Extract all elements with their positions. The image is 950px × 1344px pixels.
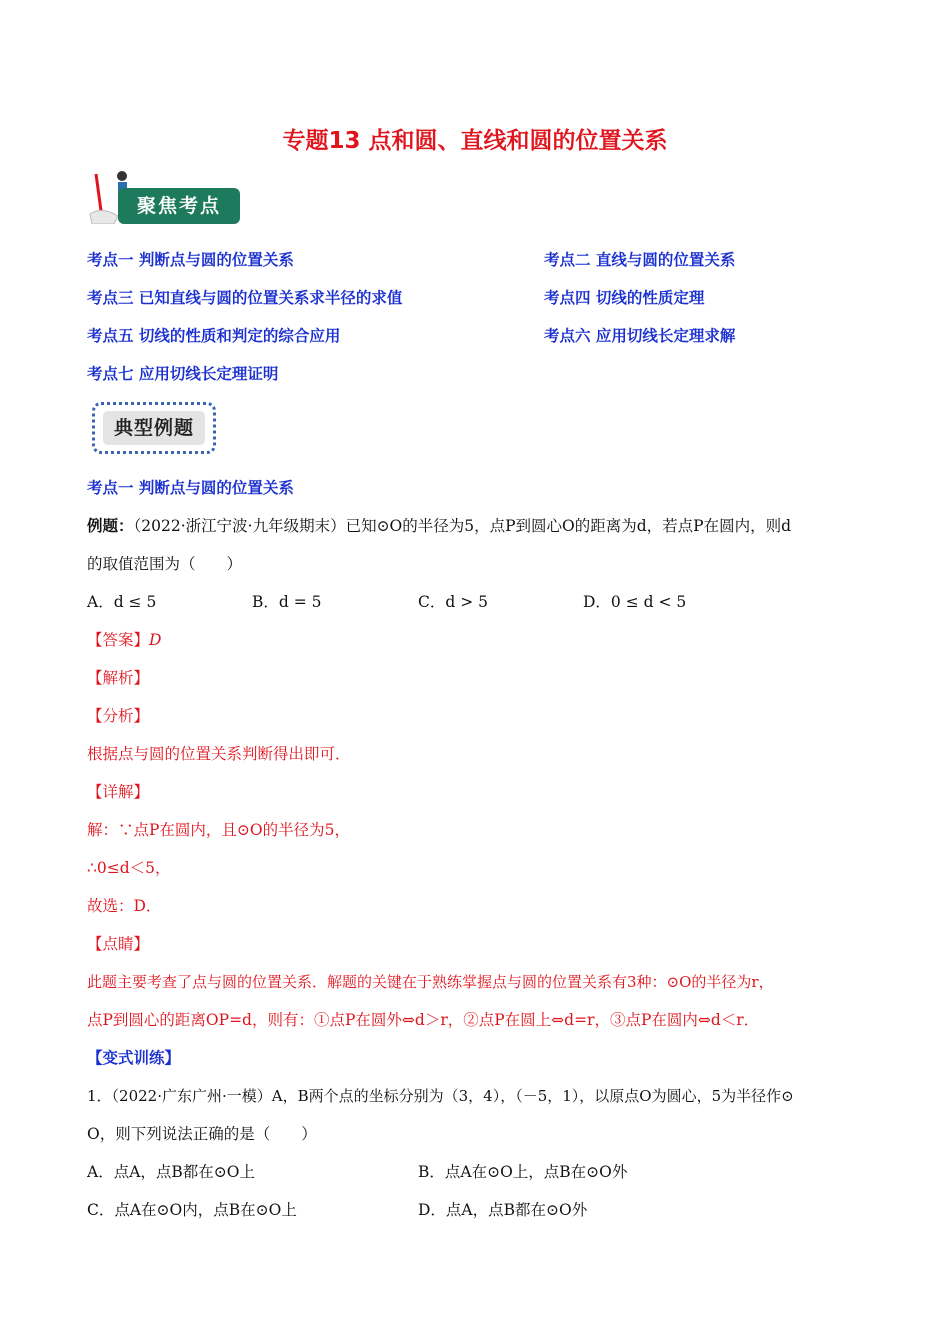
focus-banner (88, 166, 243, 226)
xiangjie-line2: ∴0≤d＜5， (87, 859, 171, 877)
dianjing-line2: 点P到圆心的距离OP=d，则有：①点P在圆外⇔d＞r，②点P在圆上⇔d=r，③点P在圆内⇔d＜r． (87, 1011, 760, 1029)
jiexi-label: 【解析】 (87, 669, 150, 687)
example-question-line2: 的取值范围为（ ） (87, 555, 243, 573)
xiangjie-label: 【详解】 (87, 783, 150, 801)
kaodian-1[interactable]: 考点一 判断点与圆的位置关系 (87, 251, 294, 269)
example-question-line1 (87, 516, 791, 536)
variant-option-c: C．点A在⊙O内，点B在⊙O上 (87, 1201, 297, 1219)
focus-banner-label: 聚焦考点 (118, 188, 240, 224)
answer-label: 【答案】 (87, 631, 150, 649)
example-banner (92, 402, 216, 454)
kaodian-5[interactable]: 考点五 切线的性质和判定的综合应用 (87, 327, 341, 345)
variant-option-b: B．点A在⊙O上，点B在⊙O外 (418, 1163, 628, 1181)
fenxi-text: 根据点与圆的位置关系判断得出即可． (87, 745, 351, 763)
kaodian-7[interactable]: 考点七 应用切线长定理证明 (87, 365, 279, 383)
kaodian-4[interactable]: 考点四 切线的性质定理 (544, 289, 705, 307)
kaodian-3[interactable]: 考点三 已知直线与圆的位置关系求半径的求值 (87, 289, 403, 307)
answer-value: D (149, 631, 162, 649)
page-title: 专题13 点和圆、直线和圆的位置关系 (282, 128, 668, 154)
fenxi-label: 【分析】 (87, 707, 150, 725)
answer-line (87, 630, 161, 650)
option-c: C．d > 5 (418, 593, 488, 611)
option-d: D．0 ≤ d < 5 (583, 593, 687, 611)
xiangjie-line1: 解：∵点P在圆内，且⊙O的半径为5， (87, 821, 350, 839)
variant-label: 【变式训练】 (87, 1049, 181, 1067)
variant-option-d: D．点A，点B都在⊙O外 (418, 1201, 588, 1219)
variant-q1-line2: O，则下列说法正确的是（ ） (87, 1125, 317, 1143)
section-heading: 考点一 判断点与圆的位置关系 (87, 479, 294, 497)
xiangjie-line3: 故选：D． (87, 897, 162, 915)
dianjing-label: 【点睛】 (87, 935, 150, 953)
example-text: （2022·浙江宁波·九年级期末）已知⊙O的半径为5，点P到圆心O的距离为d，若点P在圆内，则d (133, 517, 792, 535)
kaodian-6[interactable]: 考点六 应用切线长定理求解 (544, 327, 736, 345)
example-label: 例题： (87, 517, 134, 535)
kaodian-2[interactable]: 考点二 直线与圆的位置关系 (544, 251, 736, 269)
variant-q1-line1: 1．（2022·广东广州·一模）A，B两个点的坐标分别为（3，4），（－5，1），以原点O为圆心，5为半径作⊙ (87, 1087, 794, 1105)
option-a: A．d ≤ 5 (87, 593, 157, 611)
dianjing-line1: 此题主要考查了点与圆的位置关系．解题的关键在于熟练掌握点与圆的位置关系有3种：⊙O的半径为r， (87, 973, 774, 991)
option-b: B．d = 5 (252, 593, 322, 611)
variant-option-a: A．点A，点B都在⊙O上 (87, 1163, 255, 1181)
example-banner-label: 典型例题 (103, 411, 205, 445)
